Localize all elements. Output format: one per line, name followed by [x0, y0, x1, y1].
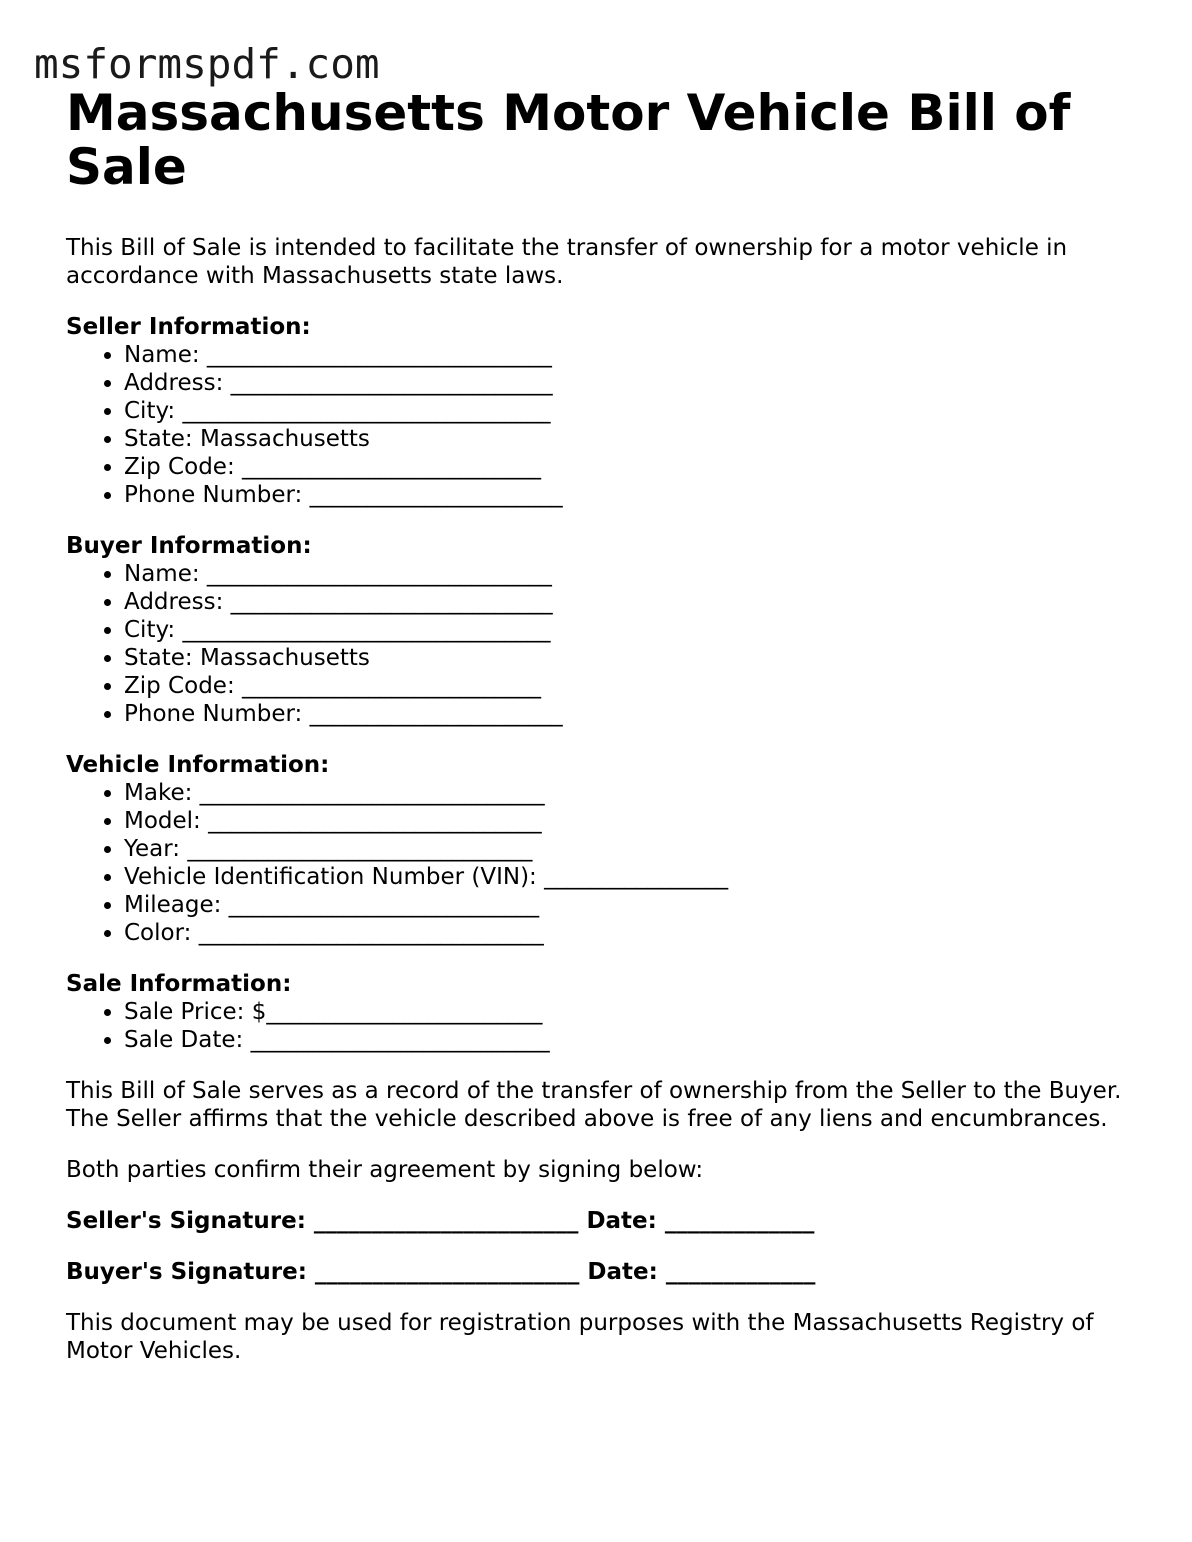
buyer-city-field[interactable]: • City: ________________________________ [124, 616, 1126, 644]
buyer-name-field[interactable]: • Name: ______________________________ [124, 560, 1126, 588]
agreement-statement: Both parties confirm their agreement by signing below: [66, 1157, 704, 1183]
sale-price-field[interactable]: • Sale Price: $________________________ [124, 998, 1126, 1026]
seller-state-field: • State: Massachusetts [124, 425, 1126, 453]
buyer-signature-line[interactable]: Buyer's Signature: _______________________ Date: _____________ [66, 1259, 816, 1285]
buyer-address-field[interactable]: • Address: ____________________________ [124, 588, 1126, 616]
vehicle-vin-field[interactable]: • Vehicle Identification Number (VIN): ________________ [124, 863, 1126, 891]
buyer-section-heading: Buyer Information: [66, 533, 312, 559]
bill-of-sale-document [66, 86, 1126, 1365]
seller-address-field[interactable]: • Address: ____________________________ [124, 369, 1126, 397]
seller-name-field[interactable]: • Name: ______________________________ [124, 341, 1126, 369]
site-watermark: msformspdf.com [34, 40, 380, 88]
vehicle-section-heading: Vehicle Information: [66, 752, 330, 778]
sale-fields-list [66, 998, 1126, 1054]
seller-phone-field[interactable]: • Phone Number: ______________________ [124, 481, 1126, 509]
seller-fields-list [66, 341, 1126, 509]
vehicle-model-field[interactable]: • Model: _____________________________ [124, 807, 1126, 835]
seller-zip-field[interactable]: • Zip Code: __________________________ [124, 453, 1126, 481]
buyer-zip-field[interactable]: • Zip Code: __________________________ [124, 672, 1126, 700]
sale-date-field[interactable]: • Sale Date: __________________________ [124, 1026, 1126, 1054]
vehicle-make-field[interactable]: • Make: ______________________________ [124, 779, 1126, 807]
sale-section-heading: Sale Information: [66, 971, 292, 997]
vehicle-mileage-field[interactable]: • Mileage: ___________________________ [124, 891, 1126, 919]
seller-section-heading: Seller Information: [66, 314, 311, 340]
vehicle-color-field[interactable]: • Color: ______________________________ [124, 919, 1126, 947]
registration-note: This document may be used for registration purposes with the Massachusetts Registry of Motor Vehicles. [66, 1310, 1094, 1364]
record-statement: This Bill of Sale serves as a record of the transfer of ownership from the Seller to the Buyer. The Seller affirms that the vehicle described above is free of any liens and encumbrances. [66, 1078, 1122, 1132]
buyer-fields-list [66, 560, 1126, 728]
seller-city-field[interactable]: • City: ________________________________ [124, 397, 1126, 425]
document-title: Massachusetts Motor Vehicle Bill of Sale [66, 84, 1071, 196]
vehicle-fields-list [66, 779, 1126, 947]
intro-paragraph: This Bill of Sale is intended to facilitate the transfer of ownership for a motor vehicle in accordance with Massachusetts state laws. [66, 235, 1068, 289]
vehicle-year-field[interactable]: • Year: ______________________________ [124, 835, 1126, 863]
buyer-phone-field[interactable]: • Phone Number: ______________________ [124, 700, 1126, 728]
buyer-state-field: • State: Massachusetts [124, 644, 1126, 672]
seller-signature-line[interactable]: Seller's Signature: _______________________ Date: _____________ [66, 1208, 815, 1234]
